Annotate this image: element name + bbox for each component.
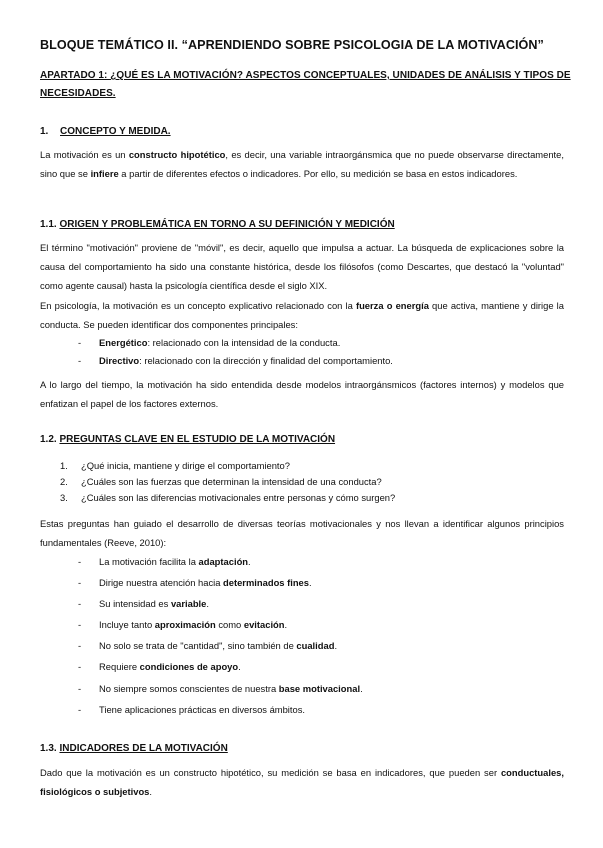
section-number: 1.	[40, 126, 49, 137]
section-1-heading	[40, 126, 171, 137]
section-1-2-paragraph: Estas preguntas han guiado el desarrollo de diversas teorías motivacionales y nos llevan a identificar algunos principios fundamentales (Reeve, 2010):	[40, 518, 564, 548]
apartado-heading-line1: APARTADO 1: ¿QUÉ ES LA MOTIVACIÓN? ASPECTOS CONCEPTUALES, UNIDADES DE ANÁLISIS Y TIPOS DE	[40, 70, 571, 81]
document-title: BLOQUE TEMÁTICO II. “APRENDIENDO SOBRE PSICOLOGIA DE LA MOTIVACIÓN”	[40, 38, 544, 52]
section-title: CONCEPTO Y MEDIDA.	[60, 126, 171, 137]
section-title: INDICADORES DE LA MOTIVACIÓN	[59, 743, 228, 754]
section-1-paragraph: La motivación es un constructo hipotético, es decir, una variable intraorgánsmica que no puede observarse directamente, sino que se infiere a partir de diferentes efectos o indicadores. Por ello, su medición se basa en estos indicadores.	[40, 149, 564, 179]
section-1-1-paragraph-3: A lo largo del tiempo, la motivación ha sido entendida desde modelos intraorgánsmicos (factores internos) y modelos que enfatizan el papel de los factores externos.	[40, 379, 564, 409]
section-1-3-heading	[40, 743, 228, 754]
apartado-heading-line2: NECESIDADES.	[40, 88, 116, 99]
section-1-2-heading	[40, 434, 335, 445]
section-title: ORIGEN Y PROBLEMÁTICA EN TORNO A SU DEFINICIÓN Y MEDICIÓN	[59, 219, 395, 230]
document-page: BLOQUE TEMÁTICO II. “APRENDIENDO SOBRE PSICOLOGIA DE LA MOTIVACIÓN” APARTADO 1: ¿QUÉ ES LA MOTIVACIÓN? ASPECTOS CONCEPTUALES, UNIDADES DE ANÁLISIS Y TIPOS DE NECESIDADES. 1. CONCEPTO Y MEDIDA. La motivación es un constructo hipotético, es decir, una variable intraorgánsmica que no puede observarse directamente, sino que se infiere a partir de diferentes efectos o indicadores. Por ello, su medición se basa en estos indicadores. 1.1. ORIGEN Y PROBLEMÁTICA EN TORNO A SU DEFINICIÓN Y MEDICIÓN El término "motivación" proviene de "móvil", es decir, aquello que impulsa a actuar. La búsqueda de explicaciones sobre la causa del comportamiento ha sido una constante histórica, desde los filósofos (como Descartes, que destacó la "voluntad" como agente causal) hasta la psicología científica desde el siglo XIX. En psicología, la motivación es un concepto explicativo relacionado con la fuerza o energía que activa, mantiene y dirige la conducta. Se pueden identificar dos componentes principales: - Energético: relacionado con la intensidad de la conducta. - Directivo: relacionado con la dirección y finalidad del comportamiento. A lo largo del tiempo, la motivación ha sido entendida desde modelos intraorgánsmicos (factores internos) y modelos que enfatizan el papel de los factores externos. 1.2. PREGUNTAS CLAVE EN EL ESTUDIO DE LA MOTIVACIÓN 1. ¿Qué inicia, mantiene y dirige el comportamiento? 2. ¿Cuáles son las fuerzas que determinan la intensidad de una conducta? 3. ¿Cuáles son las diferencias motivacionales entre personas y cómo surgen? Estas preguntas han guiado el desarrollo de diversas teorías motivacionales y nos llevan a identificar algunos principios fundamentales (Reeve, 2010): - La motivación facilita la adaptación. - Dirige nuestra atención hacia determinados fines. - Su intensidad es variable. - Incluye tanto aproximación como evitación. - No solo se trata de "cantidad", sino también de cualidad. - Requiere condiciones de apoyo. - No siempre somos conscientes de nuestra base motivacional. - Tiene aplicaciones prácticas en diversos ámbitos. 1.3. INDICADORES DE LA MOTIVACIÓN Dado que la motivación es un constructo hipotético, su medición se basa en indicadores, que pueden ser conductuales, fisiológicos o subjetivos.	[0, 0, 603, 848]
section-number: 1.3.	[40, 743, 57, 754]
section-1-3-paragraph: Dado que la motivación es un constructo hipotético, su medición se basa en indicadores, que pueden ser conductuales, fisiológicos o subjetivos.	[40, 767, 564, 797]
section-1-1-paragraph-2: En psicología, la motivación es un concepto explicativo relacionado con la fuerza o energía que activa, mantiene y dirige la conducta. Se pueden identificar dos componentes principales:	[40, 300, 564, 330]
section-number: 1.1.	[40, 219, 57, 230]
section-title: PREGUNTAS CLAVE EN EL ESTUDIO DE LA MOTIVACIÓN	[59, 434, 336, 445]
section-1-1-heading	[40, 219, 395, 230]
section-number: 1.2.	[40, 434, 57, 445]
section-1-1-paragraph-1: El término "motivación" proviene de "móvil", es decir, aquello que impulsa a actuar. La búsqueda de explicaciones sobre la causa del comportamiento ha sido una constante histórica, desde los filósofos (como Descartes, que destacó la "voluntad" como agente causal) hasta la psicología científica desde el siglo XIX.	[40, 242, 564, 291]
